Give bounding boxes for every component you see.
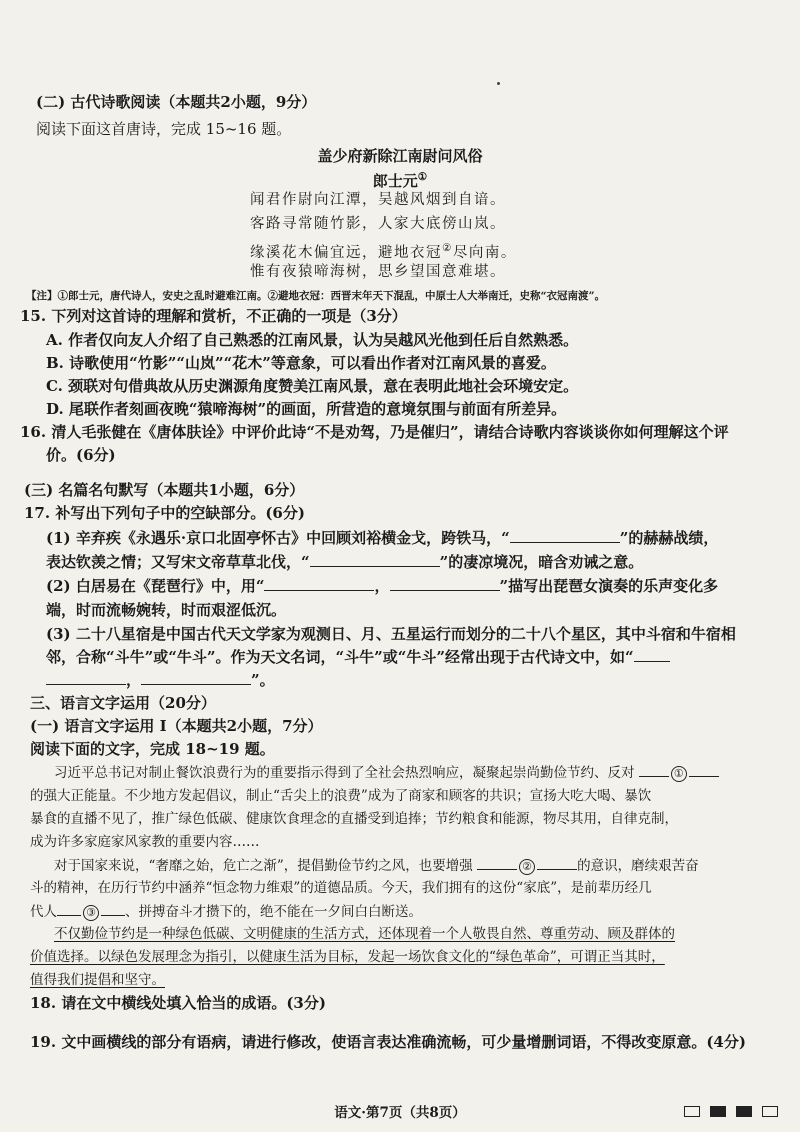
blank-3-marker: ③ [83, 905, 99, 921]
passage-p2-line-1 [54, 855, 699, 876]
q17-item-3-line-2 [46, 647, 670, 667]
section-2-heading: (二) 古代诗歌阅读（本题共2小题，9分） [36, 93, 317, 111]
speck [497, 82, 500, 85]
passage-p3-line-2: 价值选择。以绿色发展理念为指引，以健康生活为目标，发起一场饮食文化的“绿色革命”，可谓正当其时， [30, 949, 665, 965]
q17-1-blank-1[interactable] [510, 528, 620, 543]
poem-line-3 [250, 238, 517, 263]
poem-title: 盖少府新除江南尉问风俗 [317, 147, 483, 165]
q15-option-c: C. 颈联对句借典故从历史渊源角度赞美江南风景，意在表明此地社会环境安定。 [46, 377, 579, 395]
q17-3-text-d: ”。 [251, 671, 275, 689]
blank-1-left[interactable] [639, 762, 669, 777]
section-2-instruction: 阅读下面这首唐诗，完成 15~16 题。 [36, 120, 292, 138]
passage-p1-line-3: 暴食的直播不见了，推广绿色低碳、健康饮食理念的直播受到追捧；节约粮食和能源，物尽其用，自律克制， [30, 811, 678, 827]
q15-option-b: B. 诗歌使用“竹影”“山岚”“花木”等意象，可以看出作者对江南风景的喜爱。 [46, 354, 556, 372]
part-3-instruction: 阅读下面的文字，完成 18~19 题。 [30, 740, 275, 758]
poem-line-4: 惟有夜猿啼海树，思乡望国意难堪。 [250, 264, 506, 280]
q17-3-blank-1b[interactable] [46, 670, 126, 685]
blank-2-marker: ② [519, 859, 535, 875]
poem-line-3-end: 尽向南。 [452, 244, 517, 261]
q17-2-text-a: (2) 白居易在《琵琶行》中，用“ [46, 577, 265, 595]
blank-2-left[interactable] [477, 855, 517, 870]
q17-3-blank-2[interactable] [141, 670, 251, 685]
page-indicator-box-empty-1 [684, 1106, 700, 1117]
author-name: 郎士元 [372, 172, 418, 190]
passage-p2-line-3 [30, 901, 422, 922]
q17-1-text-b: ”的赫赫战绩， [619, 529, 719, 547]
passage-p2-text-a: 对于国家来说，“奢靡之始，危亡之渐”，提倡勤俭节约之风，也要增强 [54, 858, 473, 874]
blank-3-left[interactable] [57, 901, 81, 916]
q17-3-blank-1a[interactable] [634, 647, 670, 662]
blank-3-right[interactable] [101, 901, 125, 916]
q17-item-3-line-1: (3) 二十八星宿是中国古代天文学家为观测日、月、五星运行而划分的二十八个星区，其中斗宿和牛宿相 [46, 625, 736, 643]
q16-line-1: 16. 清人毛张健在《唐体肤诠》中评价此诗“不是劝驾，乃是催归”，请结合诗歌内容谈谈你如何理解这个评 [20, 423, 729, 441]
q17-1-text-a: (1) 辛弃疾《永遇乐·京口北固亭怀古》中回顾刘裕横金戈，跨铁马，“ [46, 529, 510, 547]
part-3-subheading: (一) 语言文字运用 I（本题共2小题，7分） [30, 717, 323, 735]
poem-footnote-mark: ② [442, 242, 453, 254]
q15-stem: 15. 下列对这首诗的理解和赏析，不正确的一项是（3分） [20, 307, 407, 325]
page-indicator-box-empty-2 [762, 1106, 778, 1117]
poem-line-2: 客路寻常随竹影，人家大底傍山岚。 [250, 216, 506, 232]
page-footer: 语文·第7页（共8页） [334, 1105, 466, 1121]
part-3-heading: 三、语言文字运用（20分） [30, 694, 216, 712]
q17-1-text-d: ”的凄凉境况，暗含劝诫之意。 [439, 553, 644, 571]
page-indicator [684, 1106, 778, 1117]
q15-option-a: A. 作者仅向友人介绍了自己熟悉的江南风景，认为吴越风光他到任后自然熟悉。 [46, 331, 579, 349]
passage-p3-line-1: 不仅勤俭节约是一种绿色低碳、文明健康的生活方式，还体现着一个人敬畏自然、尊重劳动、顾及群体的 [54, 926, 675, 942]
passage-p2-text-d: 代人 [30, 904, 57, 920]
q17-3-text-c: ， [126, 671, 142, 689]
q17-1-text-c: 表达钦羡之情；又写宋文帝草草北伐，“ [46, 553, 310, 571]
poem-line-1: 闻君作尉向江潭，吴越风烟到自谙。 [250, 192, 506, 208]
section-3-heading: (三) 名篇名句默写（本题共1小题，6分） [24, 481, 305, 499]
passage-p2-line-2: 斗的精神，在历行节约中涵养“恒念物力维艰”的道德品质。今天，我们拥有的这份“家底”，是前辈历经几 [30, 880, 652, 896]
q17-item-2-line-1 [46, 576, 718, 596]
passage-p1-line-2: 的强大正能量。不少地方发起倡议，制止“舌尖上的浪费”成为了商家和顾客的共识；宣扬大吃大喝、暴饮 [30, 788, 652, 804]
passage-p1-line-1 [54, 762, 719, 783]
q17-item-2-line-2: 端，时而流畅婉转，时而艰涩低沉。 [46, 601, 287, 619]
q17-stem: 17. 补写出下列句子中的空缺部分。(6分) [24, 504, 305, 522]
q17-1-blank-2[interactable] [310, 552, 440, 567]
q18-stem: 18. 请在文中横线处填入恰当的成语。(3分) [30, 994, 326, 1012]
q17-item-1-line-2 [46, 552, 643, 572]
poem-annotation: 【注】①郎士元，唐代诗人，安史之乱时避难江南。②避地衣冠：西晋末年天下混乱，中原士人大举南迁，史称“衣冠南渡”。 [26, 290, 606, 302]
q17-3-text-b: 邻，合称“斗牛”或“牛斗”。作为天文名词，“斗牛”或“牛斗”经常出现于古代诗文中，如“ [46, 648, 634, 666]
poem-author [0, 167, 800, 191]
blank-1-right[interactable] [689, 762, 719, 777]
q17-2-blank-2[interactable] [390, 576, 500, 591]
blank-2-right[interactable] [537, 855, 577, 870]
passage-p1-text-a: 习近平总书记对制止餐饮浪费行为的重要指示得到了全社会热烈响应，凝聚起崇尚勤俭节约、反对 [54, 765, 635, 781]
q17-item-1-line-1 [46, 528, 718, 548]
q17-2-text-c: ”描写出琵琶女演奏的乐声变化多 [499, 577, 719, 595]
author-footnote-mark: ① [417, 171, 428, 183]
page-indicator-box-filled-2 [736, 1106, 752, 1117]
poem-line-3-start: 缘溪花木偏宜远，避地衣冠 [250, 244, 442, 261]
q19-stem: 19. 文中画横线的部分有语病，请进行修改，使语言表达准确流畅，可少量增删词语，不得改变原意。(4分) [30, 1033, 746, 1051]
q15-option-d: D. 尾联作者刻画夜晚“猿啼海树”的画面，所营造的意境氛围与前面有所差异。 [46, 400, 567, 418]
q17-2-blank-1[interactable] [264, 576, 374, 591]
blank-1-marker: ① [671, 766, 687, 782]
q17-item-3-line-3 [46, 670, 275, 690]
q16-line-2: 价。(6分) [46, 446, 116, 464]
q17-2-text-b: ， [374, 577, 390, 595]
passage-p2-text-e: 、拼搏奋斗才攒下的，绝不能在一夕间白白断送。 [125, 904, 422, 920]
page-indicator-box-filled-1 [710, 1106, 726, 1117]
passage-p3-line-3: 值得我们提倡和坚守。 [30, 972, 165, 988]
passage-p2-text-b: 的意识，磨续艰苦奋 [577, 858, 699, 874]
passage-p1-line-4: 成为许多家庭家风家教的重要内容…… [30, 834, 260, 850]
